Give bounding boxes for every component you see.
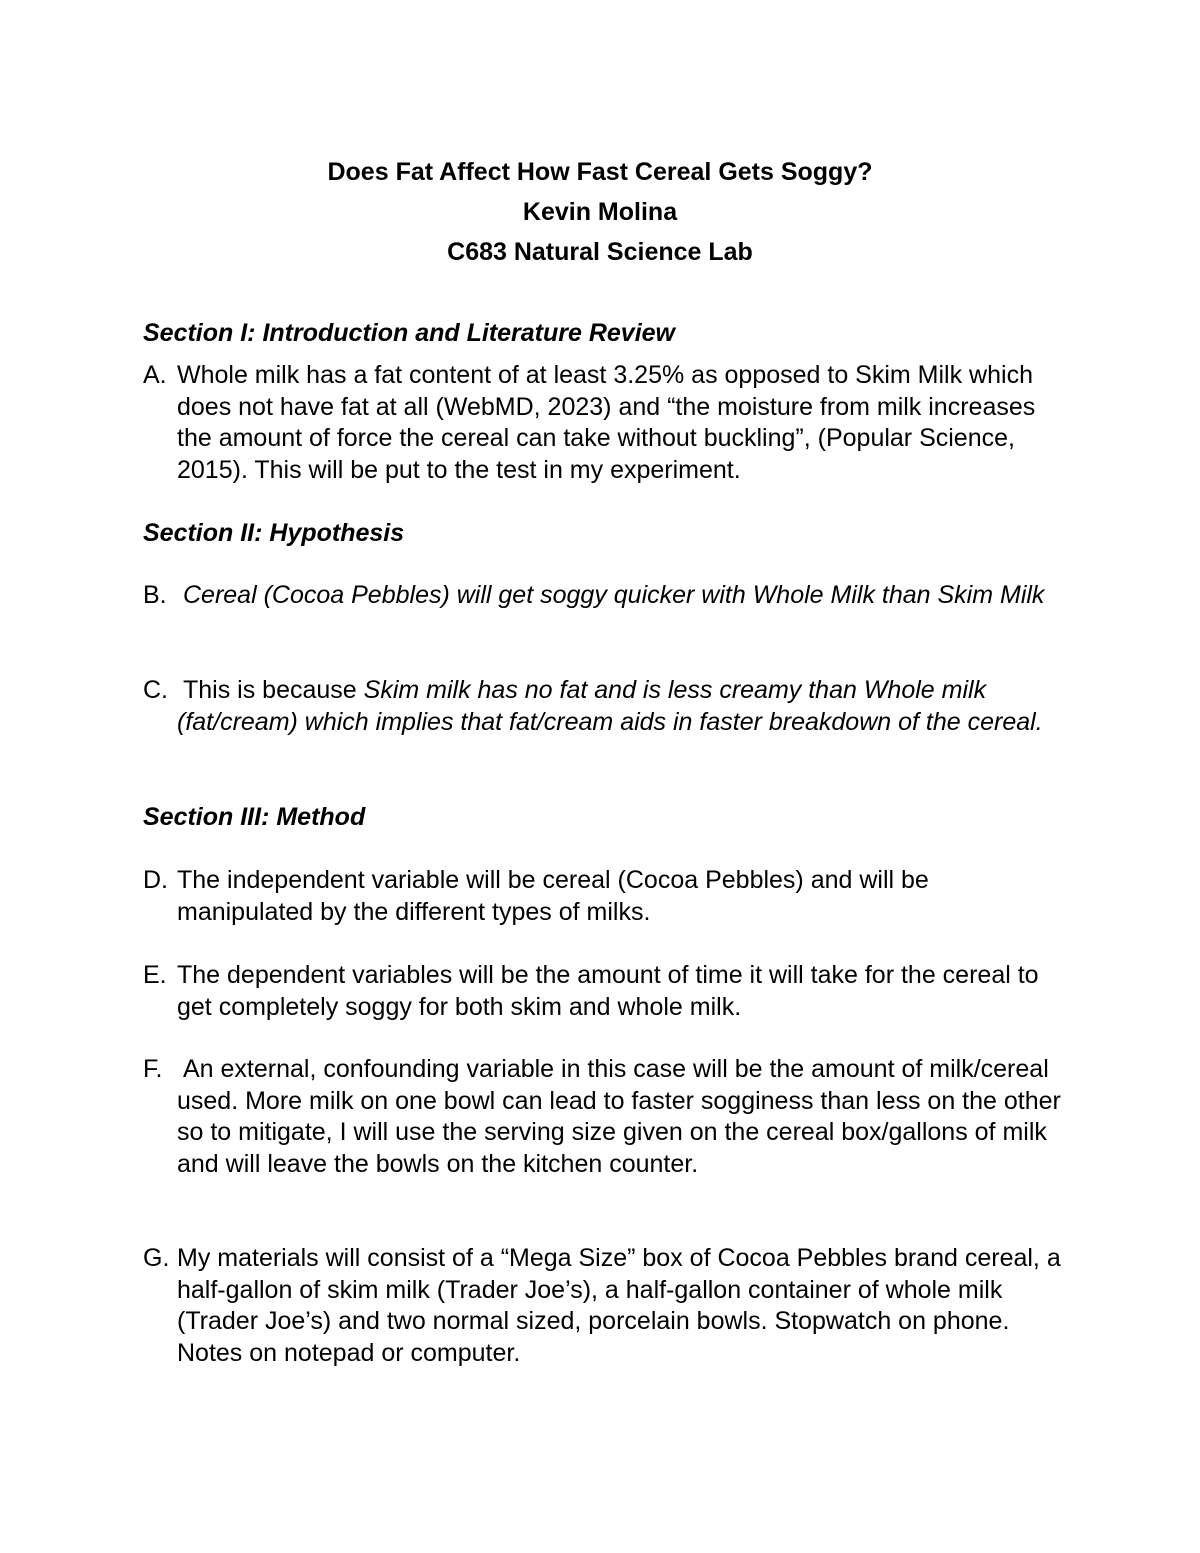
section-heading-introduction: Section I: Introduction and Literature Review (143, 319, 676, 347)
item-text-lead: This is because (183, 676, 364, 704)
item-text: The dependent variables will be the amount of time it will take for the cereal to get completely soggy for both skim and whole milk. (177, 961, 1039, 1021)
item-marker: B. (143, 581, 167, 609)
author-name: Kevin Molina (522, 198, 678, 226)
item-marker: C. (143, 676, 168, 704)
list-item-f (143, 1054, 1063, 1180)
item-text: Cereal (Cocoa Pebbles) will get soggy quicker with Whole Milk than Skim Milk (183, 581, 1045, 609)
item-text: My materials will consist of a “Mega Size” box of Cocoa Pebbles brand cereal, a half-gallon of skim milk (Trader Joe’s), a half-gallon container of whole milk (Trader Joe’s) and two normal sized, porcelain bowls. Stopwatch on phone. Notes on notepad or computer. (177, 1244, 1061, 1367)
list-item-b (143, 580, 1063, 612)
document-title: Does Fat Affect How Fast Cereal Gets Soggy? (327, 158, 873, 186)
item-text (177, 675, 1063, 738)
item-text: An external, confounding variable in this case will be the amount of milk/cereal used. More milk on one bowl can lead to faster sogginess than less on the other so to mitigate, I will use the serving size given on the cereal box/gallons of milk and will leave the bowls on the kitchen counter. (177, 1055, 1061, 1178)
list-item-a (143, 360, 1063, 486)
item-text-italic: Skim milk has no fat and is less creamy than Whole milk (fat/cream) which implies that fat/cream aids in faster breakdown of the cereal. (177, 676, 1043, 736)
document-header (0, 152, 1200, 272)
list-item-e (143, 960, 1063, 1023)
course-name: C683 Natural Science Lab (447, 238, 753, 266)
item-text: The independent variable will be cereal (Cocoa Pebbles) and will be manipulated by the different types of milks. (177, 866, 929, 926)
item-text: Whole milk has a fat content of at least 3.25% as opposed to Skim Milk which does not have fat at all (WebMD, 2023) and “the moisture from milk increases the amount of force the cereal can take without buckling”, (Popular Science, 2015). This will be put to the test in my experiment. (177, 361, 1036, 484)
item-marker: D. (143, 866, 168, 894)
list-item-c (143, 675, 1063, 738)
item-marker: G. (143, 1244, 170, 1272)
item-marker: A. (143, 361, 167, 389)
item-marker: E. (143, 961, 167, 989)
section-heading-method: Section III: Method (143, 803, 366, 831)
list-item-d (143, 865, 1063, 928)
section-heading-hypothesis: Section II: Hypothesis (143, 519, 405, 547)
list-item-g (143, 1243, 1063, 1369)
item-marker: F. (143, 1055, 163, 1083)
